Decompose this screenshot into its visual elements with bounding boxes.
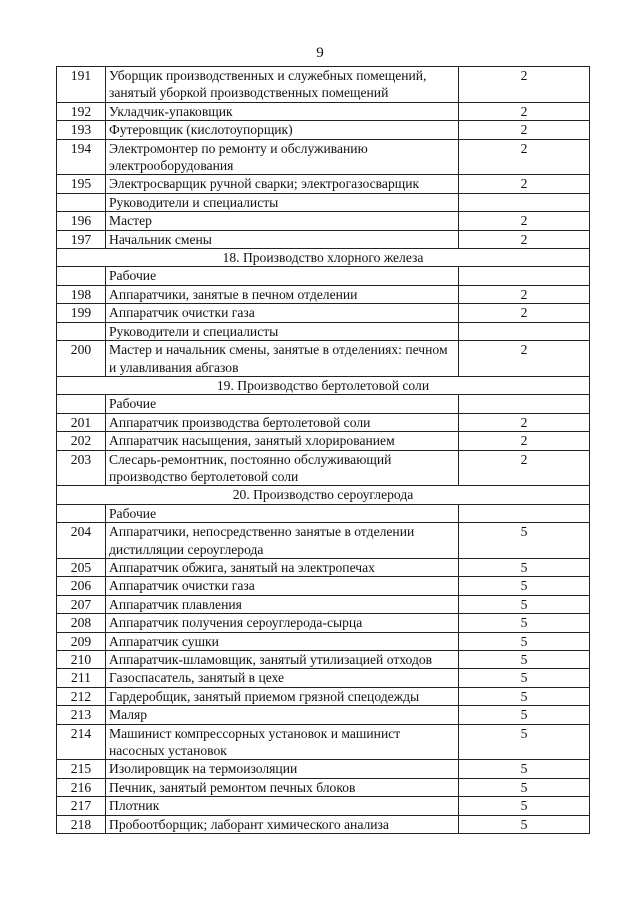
table-row xyxy=(57,102,590,120)
row-number xyxy=(57,395,106,413)
row-number: 198 xyxy=(57,285,106,303)
category-row xyxy=(57,267,590,285)
row-value xyxy=(459,504,590,522)
row-number: 209 xyxy=(57,632,106,650)
profession-name: Начальник смены xyxy=(106,230,459,248)
row-number: 207 xyxy=(57,595,106,613)
profession-name: Рабочие xyxy=(106,504,459,522)
profession-name: Электросварщик ручной сварки; электрогазосварщик xyxy=(106,175,459,193)
profession-name: Машинист компрессорных установок и машинист насосных установок xyxy=(106,724,459,760)
category-row xyxy=(57,193,590,211)
profession-name: Гардеробщик, занятый приемом грязной спецодежды xyxy=(106,687,459,705)
row-number: 192 xyxy=(57,102,106,120)
row-number: 200 xyxy=(57,341,106,377)
row-value: 2 xyxy=(459,212,590,230)
table-row xyxy=(57,614,590,632)
row-number: 202 xyxy=(57,432,106,450)
row-number xyxy=(57,193,106,211)
row-value xyxy=(459,395,590,413)
profession-name: Аппаратчик получения сероуглерода-сырца xyxy=(106,614,459,632)
row-number: 195 xyxy=(57,175,106,193)
section-title: 20. Производство сероуглерода xyxy=(57,486,590,504)
row-number: 210 xyxy=(57,651,106,669)
table-row xyxy=(57,687,590,705)
table-row xyxy=(57,304,590,322)
row-number: 216 xyxy=(57,778,106,796)
section-title: 19. Производство бертолетовой соли xyxy=(57,376,590,394)
page-number: 9 xyxy=(316,45,324,61)
profession-name: Аппаратчик производства бертолетовой соли xyxy=(106,413,459,431)
row-value: 2 xyxy=(459,102,590,120)
table-row xyxy=(57,67,590,103)
row-value: 2 xyxy=(459,139,590,175)
section-title: 18. Производство хлорного железа xyxy=(57,249,590,267)
row-value: 2 xyxy=(459,230,590,248)
profession-name: Руководители и специалисты xyxy=(106,193,459,211)
table-row xyxy=(57,651,590,669)
table-row xyxy=(57,778,590,796)
row-value: 2 xyxy=(459,413,590,431)
profession-name: Мастер и начальник смены, занятые в отделениях: печном и улавливания абгазов xyxy=(106,341,459,377)
row-value: 5 xyxy=(459,632,590,650)
row-number: 208 xyxy=(57,614,106,632)
row-value: 5 xyxy=(459,595,590,613)
row-number: 191 xyxy=(57,67,106,103)
table-row xyxy=(57,432,590,450)
row-number: 205 xyxy=(57,558,106,576)
table-row xyxy=(57,632,590,650)
category-row xyxy=(57,504,590,522)
table-row xyxy=(57,669,590,687)
profession-name: Печник, занятый ремонтом печных блоков xyxy=(106,778,459,796)
table-row xyxy=(57,523,590,559)
profession-name: Аппаратчик очистки газа xyxy=(106,577,459,595)
row-number xyxy=(57,504,106,522)
table-row xyxy=(57,706,590,724)
row-value xyxy=(459,267,590,285)
profession-name: Аппаратчик плавления xyxy=(106,595,459,613)
table-row xyxy=(57,577,590,595)
table-row xyxy=(57,175,590,193)
row-number: 217 xyxy=(57,797,106,815)
row-value: 5 xyxy=(459,687,590,705)
row-number: 204 xyxy=(57,523,106,559)
profession-name: Футеровщик (кислотоупорщик) xyxy=(106,121,459,139)
row-number: 196 xyxy=(57,212,106,230)
row-number: 206 xyxy=(57,577,106,595)
row-value: 2 xyxy=(459,304,590,322)
profession-name: Мастер xyxy=(106,212,459,230)
table-row xyxy=(57,341,590,377)
profession-name: Аппаратчик обжига, занятый на электропечах xyxy=(106,558,459,576)
profession-name: Аппаратчики, непосредственно занятые в отделении дистилляции сероуглерода xyxy=(106,523,459,559)
table-row xyxy=(57,797,590,815)
profession-name: Рабочие xyxy=(106,395,459,413)
table-row xyxy=(57,450,590,486)
row-number xyxy=(57,267,106,285)
row-value: 5 xyxy=(459,760,590,778)
table-row xyxy=(57,595,590,613)
profession-name: Маляр xyxy=(106,706,459,724)
row-number: 211 xyxy=(57,669,106,687)
row-value xyxy=(459,193,590,211)
table-row xyxy=(57,815,590,833)
row-number: 203 xyxy=(57,450,106,486)
row-number: 213 xyxy=(57,706,106,724)
table-body xyxy=(57,67,590,834)
profession-name: Аппаратчик-шламовщик, занятый утилизацией отходов xyxy=(106,651,459,669)
row-value: 2 xyxy=(459,67,590,103)
row-number: 193 xyxy=(57,121,106,139)
row-value: 5 xyxy=(459,651,590,669)
row-value: 5 xyxy=(459,577,590,595)
row-value: 5 xyxy=(459,797,590,815)
profession-name: Уборщик производственных и служебных помещений, занятый уборкой производственных помещений xyxy=(106,67,459,103)
profession-name: Аппаратчик сушки xyxy=(106,632,459,650)
category-row xyxy=(57,322,590,340)
row-value: 5 xyxy=(459,815,590,833)
row-value: 5 xyxy=(459,778,590,796)
row-value: 5 xyxy=(459,706,590,724)
profession-name: Слесарь-ремонтник, постоянно обслуживающий производство бертолетовой соли xyxy=(106,450,459,486)
row-number: 194 xyxy=(57,139,106,175)
table-row xyxy=(57,724,590,760)
row-value: 2 xyxy=(459,450,590,486)
category-row xyxy=(57,395,590,413)
row-number: 218 xyxy=(57,815,106,833)
profession-name: Укладчик-упаковщик xyxy=(106,102,459,120)
profession-name: Изолировщик на термоизоляции xyxy=(106,760,459,778)
row-number: 197 xyxy=(57,230,106,248)
profession-name: Газоспасатель, занятый в цехе xyxy=(106,669,459,687)
profession-table xyxy=(56,66,590,834)
row-value: 5 xyxy=(459,523,590,559)
table-row xyxy=(57,558,590,576)
row-value xyxy=(459,322,590,340)
profession-name: Электромонтер по ремонту и обслуживанию электрооборудования xyxy=(106,139,459,175)
profession-name: Аппаратчик очистки газа xyxy=(106,304,459,322)
row-number: 199 xyxy=(57,304,106,322)
row-value: 2 xyxy=(459,175,590,193)
section-header-row xyxy=(57,376,590,394)
profession-name: Аппаратчики, занятые в печном отделении xyxy=(106,285,459,303)
row-value: 5 xyxy=(459,614,590,632)
row-value: 2 xyxy=(459,341,590,377)
row-value: 2 xyxy=(459,432,590,450)
row-value: 5 xyxy=(459,724,590,760)
table-row xyxy=(57,212,590,230)
row-value: 5 xyxy=(459,669,590,687)
profession-name: Плотник xyxy=(106,797,459,815)
row-number: 214 xyxy=(57,724,106,760)
table-row xyxy=(57,285,590,303)
row-number xyxy=(57,322,106,340)
row-value: 5 xyxy=(459,558,590,576)
row-value: 2 xyxy=(459,121,590,139)
table-row xyxy=(57,139,590,175)
profession-name: Пробоотборщик; лаборант химического анализа xyxy=(106,815,459,833)
row-value: 2 xyxy=(459,285,590,303)
table-row xyxy=(57,121,590,139)
section-header-row xyxy=(57,249,590,267)
profession-name: Рабочие xyxy=(106,267,459,285)
section-header-row xyxy=(57,486,590,504)
table-row xyxy=(57,230,590,248)
row-number: 212 xyxy=(57,687,106,705)
table-row xyxy=(57,413,590,431)
table-row xyxy=(57,760,590,778)
row-number: 215 xyxy=(57,760,106,778)
profession-name: Руководители и специалисты xyxy=(106,322,459,340)
row-number: 201 xyxy=(57,413,106,431)
profession-name: Аппаратчик насыщения, занятый хлорированием xyxy=(106,432,459,450)
